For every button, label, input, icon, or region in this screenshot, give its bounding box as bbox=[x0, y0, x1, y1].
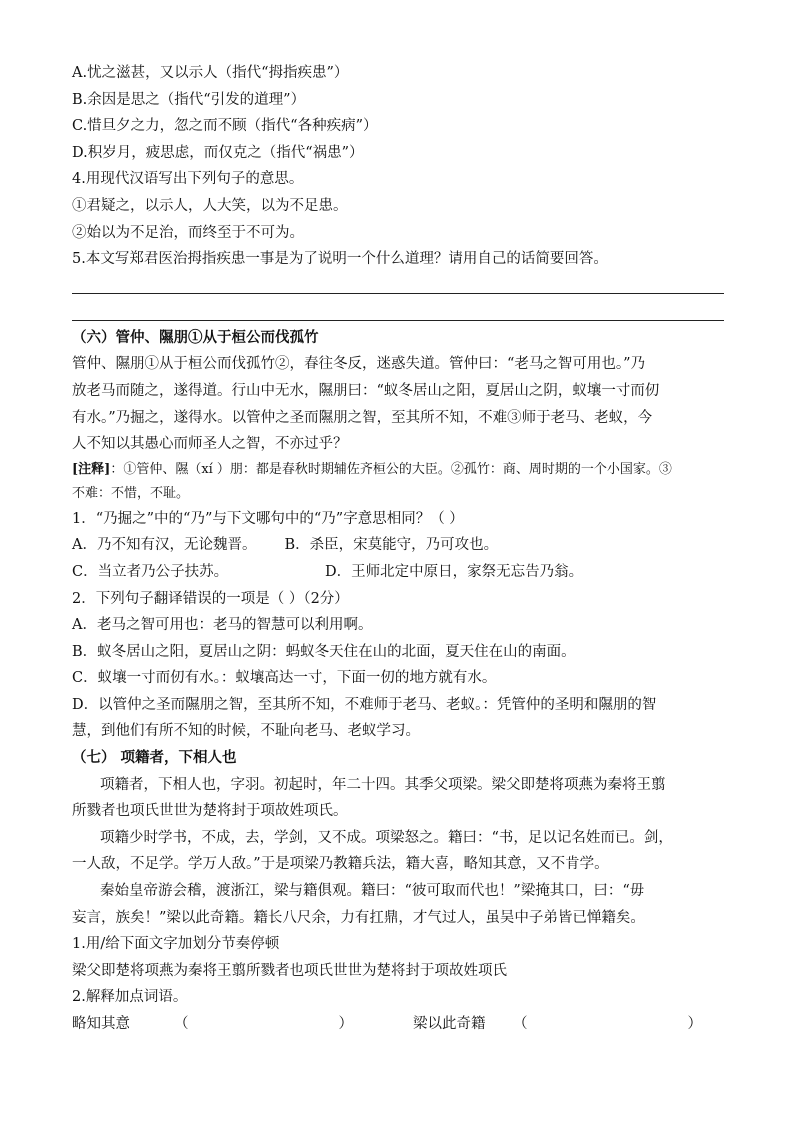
annotation-continued: 不难：不惜，不耻。 bbox=[72, 485, 190, 501]
answer-blank-1[interactable] bbox=[189, 1011, 339, 1038]
option-d: D．王师北定中原日，家祭无忘告乃翁。 bbox=[325, 563, 584, 580]
option-c: C．蚁壤一寸而仞有水。：蚁壤高达一寸，下面一仞的地方就有水。 bbox=[72, 670, 497, 687]
option-b: B.余因是思之（指代“引发的道理”） bbox=[72, 91, 306, 108]
option-b: B．杀臣，宋莫能守，乃可攻也。 bbox=[284, 537, 499, 554]
question-1: 1.用/给下面文字加划分节奏停顿 bbox=[72, 936, 280, 953]
paragraph-line: 所戮者也项氏世世为楚将封于项故姓项氏。 bbox=[72, 803, 348, 820]
passage-line: 有水。”乃掘之，遂得水。以管仲之圣而隰朋之智，至其所不知，不难③师于老马、老蚁，今 bbox=[72, 409, 653, 426]
section-5-continued bbox=[72, 60, 724, 321]
section-6 bbox=[72, 325, 724, 745]
paragraph-line: 项籍少时学书，不成，去，学剑，又不成。项梁怒之。籍曰：“书，足以记名姓而已。剑， bbox=[100, 829, 673, 846]
question-4-item-1: ①君疑之，以示人，人大笑，以为不足患。 bbox=[72, 197, 348, 214]
worksheet-page bbox=[72, 60, 724, 1038]
annotation-label: [注释] bbox=[72, 461, 111, 477]
question-1-options-row-1 bbox=[72, 532, 724, 559]
question-2: 2．下列句子翻译错误的一项是（ ）（2分） bbox=[72, 590, 349, 607]
term-1: 略知其意 bbox=[72, 1016, 130, 1032]
section-7-title: （七） 项籍者，下相人也 bbox=[72, 749, 237, 767]
option-b: B．蚁冬居山之阳，夏居山之阴：蚂蚁冬天住在山的北面，夏天住在山的南面。 bbox=[72, 643, 576, 660]
question-5: 5.本文写郑君医治拇指疾患一事是为了说明一个什么道理？请用自己的话简要回答。 bbox=[72, 251, 608, 268]
option-d-continued: 慧，到他们有所不知的时候，不耻向老马、老蚁学习。 bbox=[72, 723, 420, 740]
question-2: 2.解释加点词语。 bbox=[72, 989, 188, 1006]
option-c: C．当立者乃公子扶苏。 bbox=[72, 563, 229, 580]
paren-close: ） bbox=[687, 1016, 702, 1032]
option-d: D.积岁月，疲思虑，而仅克之（指代“祸患”） bbox=[72, 144, 364, 161]
question-1: 1．“乃掘之”中的“乃”与下文哪句中的“乃”字意思相同？（ ） bbox=[72, 510, 464, 527]
term-2: 梁以此奇籍 bbox=[413, 1016, 486, 1032]
option-a: A.忧之滋甚，又以示人（指代“拇指疾患”） bbox=[72, 65, 349, 81]
answer-line-2[interactable] bbox=[72, 320, 724, 321]
section-7 bbox=[72, 745, 724, 1038]
paren-open: （ bbox=[174, 1016, 189, 1032]
annotation-text: ：①管仲、隰（xí ）朋：都是春秋时期辅佐齐桓公的大臣。②孤竹：商、周时期的一个小国家。③ bbox=[110, 461, 672, 477]
passage-line: 放老马而随之，遂得道。行山中无水，隰朋曰：“蚁冬居山之阳，夏居山之阴，蚁壤一寸而仞 bbox=[72, 382, 660, 399]
passage-line: 人不知以其愚心而师圣人之智，不亦过乎？ bbox=[72, 436, 348, 453]
question-1-text: 梁父即楚将项燕为秦将王翦所戮者也项氏世世为楚将封于项故姓项氏 bbox=[72, 962, 507, 979]
option-d: D．以管仲之圣而隰朋之智，至其所不知，不难师于老马、老蚁。：凭管仲的圣明和隰朋的智 bbox=[72, 696, 657, 713]
paren-close: ） bbox=[338, 1016, 353, 1032]
paragraph-line: 一人敌，不足学。学万人敌。”于是项梁乃教籍兵法，籍大喜，略知其意，又不肯学。 bbox=[72, 856, 609, 873]
section-6-title: （六）管仲、隰朋①从于桓公而伐孤竹 bbox=[72, 328, 319, 346]
question-4-item-2: ②始以为不足治，而终至于不可为。 bbox=[72, 224, 304, 241]
fill-in-row bbox=[72, 1011, 724, 1038]
option-c: C.惜旦夕之力，忽之而不顾（指代“各种疾病”） bbox=[72, 118, 378, 135]
question-1-options-row-2 bbox=[72, 559, 724, 586]
paren-open: （ bbox=[513, 1016, 528, 1032]
answer-blank-2[interactable] bbox=[528, 1011, 688, 1038]
paragraph-line: 项籍者，下相人也，字羽。初起时，年二十四。其季父项梁。梁父即楚将项燕为秦将王翦 bbox=[100, 776, 666, 793]
option-a: A．老马之智可用也：老马的智慧可以利用啊。 bbox=[72, 617, 373, 634]
passage-line: 管仲、隰朋①从于桓公而伐孤竹②，春往冬反，迷惑失道。管仲曰：“老马之智可用也。”乃 bbox=[72, 356, 646, 373]
annotation bbox=[72, 458, 724, 482]
paragraph-line: 秦始皇帝游会稽，渡浙江，梁与籍俱观。籍曰：“彼可取而代也！”梁掩其口，曰：“毋 bbox=[100, 883, 645, 900]
paragraph-line: 妄言，族矣！”梁以此奇籍。籍长八尺余，力有扛鼎，才气过人，虽吴中子弟皆已惮籍矣。 bbox=[72, 909, 645, 926]
question-4: 4.用现代汉语写出下列句子的意思。 bbox=[72, 171, 304, 188]
option-a: A．乃不知有汉，无论魏晋。 bbox=[72, 537, 257, 554]
